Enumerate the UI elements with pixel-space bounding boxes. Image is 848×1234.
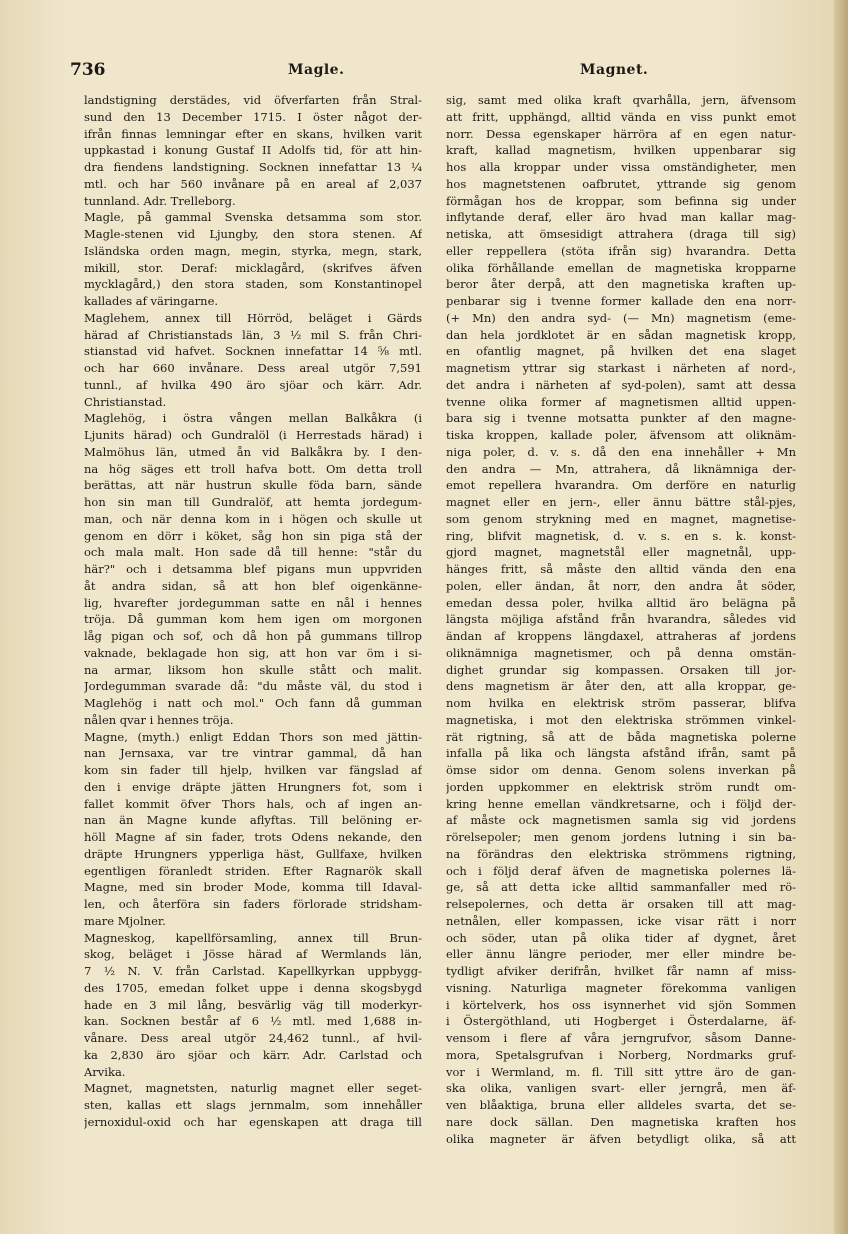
text-line: 7 ½ N. V. från Carlstad. Kapellkyrkan uppbygg- bbox=[84, 964, 422, 978]
text-line: Maglehög, i östra vången mellan Balkåkra (i bbox=[84, 411, 422, 426]
text-line: det andra i närheten af syd-polen), samt att dessa bbox=[446, 377, 796, 392]
text-line: en ofantlig magnet, på hvilken det ena slaget bbox=[446, 344, 796, 359]
text-line: bara sig i tvenne motsatta punkter af den magne- bbox=[446, 411, 796, 426]
text-line: sten, kallas ett slags jernmalm, som innehåller bbox=[84, 1098, 422, 1112]
text-line: len, och återföra sin faders förlorade stridsham- bbox=[84, 897, 422, 911]
text-line: netnålen, eller kompassen, icke visar rätt i norr bbox=[446, 913, 796, 928]
text-line: i Östergöthland, uti Hogberget i Österdalarne, äf- bbox=[446, 1014, 796, 1029]
text-line: här?" och i detsamma blef pigans mun uppvriden bbox=[84, 562, 422, 576]
text-line: emedan dessa poler, hvilka alltid äro belägna på bbox=[446, 595, 796, 610]
text-line: mycklagård,) den stora staden, som Konstantinopel bbox=[84, 277, 422, 292]
text-line: förmågan hos de kroppar, som befinna sig under bbox=[446, 193, 796, 208]
text-line: stianstad vid hafvet. Socknen innefattar 14 ⅝ mtl. bbox=[84, 344, 422, 359]
text-line: mora, Spetalsgrufvan i Norberg, Nordmarks gruf- bbox=[446, 1047, 796, 1062]
text-line: af måste ock magnetismen samla sig vid jordens bbox=[446, 813, 796, 828]
text-line: tunnl., af hvilka 490 äro sjöar och kärr. Adr. bbox=[84, 377, 422, 392]
text-line: vaknade, beklagade hon sig, att hon var öm i si- bbox=[84, 645, 422, 660]
text-line: kallades af väringarne. bbox=[84, 294, 219, 308]
text-line: vensom i flere af våra jerngrufvor, såsom Danne- bbox=[446, 1031, 796, 1045]
text-line: hade en 3 mil lång, besvärlig väg till moderkyr- bbox=[84, 997, 422, 1012]
text-line: olika magneter är äfven betydligt olika, så att bbox=[446, 1131, 796, 1146]
text-line: längsta möjliga afstånd från hvarandra, således vid bbox=[446, 612, 796, 627]
text-line: Jordegumman svarade då: "du måste väl, du stod i bbox=[84, 679, 422, 694]
text-line: Ljunits härad) och Gundralöl (i Herrestads härad) i bbox=[84, 428, 422, 442]
text-line: och har 660 invånare. Dess areal utgör 7,591 bbox=[84, 361, 422, 375]
text-line: oliknämniga magnetismer, och på denna omstän- bbox=[446, 645, 796, 660]
text-line: Malmöhus län, utmed ån vid Balkåkra by. I den- bbox=[84, 444, 422, 459]
text-line: Christianstad. bbox=[84, 394, 167, 409]
text-line: ka 2,830 äro sjöar och kärr. Adr. Carlstad och bbox=[84, 1047, 422, 1062]
text-line: mare Mjolner. bbox=[84, 913, 166, 928]
text-line: man, och när denna kom in i högen och skulle ut bbox=[84, 511, 422, 526]
left-text-column bbox=[84, 92, 422, 1131]
text-line: nan Jernsaxa, var tre vintrar gammal, då han bbox=[84, 746, 422, 761]
text-line: dens magnetism är åter den, att alla kroppar, ge- bbox=[446, 679, 796, 694]
text-line: niga poler, d. v. s. då den ena innehåller + Mn bbox=[446, 444, 796, 459]
text-line: Magne, med sin broder Mode, komma till Idaval- bbox=[84, 880, 422, 895]
text-line: härad af Christianstads län, 3 ½ mil S. från Chri- bbox=[84, 327, 422, 342]
text-line: ven blåaktiga, bruna eller alldeles svarta, det se- bbox=[446, 1098, 796, 1112]
text-line: dan hela jordklotet är en sådan magnetisk kropp, bbox=[446, 327, 796, 342]
text-line: ömse sidor om denna. Genom solens inverkan på bbox=[446, 763, 796, 777]
text-line: ge, så att detta icke alltid sammanfaller med rö- bbox=[446, 880, 796, 895]
text-line: ifrån finnas lemningar efter en skans, hvilken varit bbox=[84, 126, 422, 141]
text-line: norr. Dessa egenskaper härröra af en egen natur- bbox=[446, 126, 796, 141]
text-line: höll Magne af sin fader, trots Odens nekande, den bbox=[84, 830, 422, 844]
text-line: tiska kroppen, kallade poler, äfvensom att oliknäm- bbox=[446, 428, 796, 442]
page-number: 736 bbox=[70, 60, 106, 80]
text-line: ändan af kroppens längdaxel, attraheras af jordens bbox=[446, 629, 796, 643]
text-line: sund den 13 December 1715. I öster något der- bbox=[84, 109, 422, 124]
text-line: kring henne emellan vändkretsarne, och i följd der- bbox=[446, 796, 796, 811]
text-line: uppkastad i konung Gustaf II Adolfs tid, för att hin- bbox=[84, 143, 422, 158]
text-line: som genom strykning med en magnet, magnetise- bbox=[446, 511, 796, 526]
text-line: låg pigan och sof, och då hon på gummans tillrop bbox=[84, 629, 422, 643]
text-line: ska olika, vanligen svart- eller jerngrå, men äf- bbox=[446, 1081, 796, 1096]
text-line: na förändras den elektriska strömmens rigtning, bbox=[446, 846, 796, 861]
text-line: Arvika. bbox=[84, 1064, 126, 1079]
running-head-right: Magnet. bbox=[580, 62, 649, 78]
text-line: Magle-stenen vid Ljungby, den stora stenen. Af bbox=[84, 227, 422, 241]
text-line: magnetiska, i mot den elektriska strömmen vinkel- bbox=[446, 712, 796, 727]
text-line: visning. Naturliga magneter förekomma vanligen bbox=[446, 980, 796, 995]
text-line: berättas, att när hustrun skulle föda barn, sände bbox=[84, 478, 422, 493]
text-line: sig, samt med olika kraft qvarhålla, jern, äfvensom bbox=[446, 93, 796, 107]
text-line: skog, beläget i Jösse härad af Wermlands län, bbox=[84, 947, 422, 962]
text-line: kraft, kallad magnetism, hvilken uppenbarar sig bbox=[446, 143, 796, 158]
text-line: åt andra sidan, så att hon blef oigenkänne- bbox=[84, 578, 422, 593]
running-head-left: Magle. bbox=[288, 62, 345, 78]
text-line: olika förhållande emellan de magnetiska kropparne bbox=[446, 260, 796, 275]
text-line: infalla på lika och längsta afstånd ifrån, samt på bbox=[446, 746, 796, 761]
text-line: fallet kommit öfver Thors hals, och af ingen an- bbox=[84, 796, 422, 811]
text-line: vor i Wermland, m. fl. Till sitt yttre äro de gan- bbox=[446, 1064, 796, 1079]
text-line: jorden uppkommer en elektrisk ström rundt om- bbox=[446, 779, 796, 794]
text-line: hon sin man till Gundralöf, att hemta jordegum- bbox=[84, 495, 422, 509]
text-line: na hög säges ett troll hafva bott. Om detta troll bbox=[84, 461, 422, 476]
text-line: att fritt, upphängd, alltid vända en viss punkt emot bbox=[446, 109, 796, 124]
text-line: des 1705, emedan folket uppe i denna skogsbygd bbox=[84, 980, 422, 995]
text-line: jernoxidul-oxid och har egenskapen att draga till bbox=[84, 1114, 422, 1129]
text-line: den andra — Mn, attrahera, då liknämniga der- bbox=[446, 461, 796, 476]
text-line: dräpte Hrungners ypperliga häst, Gullfaxe, hvilken bbox=[84, 846, 422, 861]
text-line: Magne, (myth.) enligt Eddan Thors son med jättin- bbox=[84, 729, 422, 744]
text-line: lig, hvarefter jordegumman satte en nål i hennes bbox=[84, 595, 422, 610]
text-line: ring, blifvit magnetisk, d. v. s. en s. k. konst- bbox=[446, 528, 796, 543]
text-line: hänges fritt, så måste den alltid vända den ena bbox=[446, 562, 796, 576]
text-line: nan än Magne kunde aflyftas. Till belöning er- bbox=[84, 813, 422, 828]
text-line: och mala malt. Hon sade då till henne: "står du bbox=[84, 545, 422, 560]
text-line: Magneskog, kapellförsamling, annex till Brun- bbox=[84, 930, 422, 945]
text-line: Maglehem, annex till Hörröd, beläget i Gärds bbox=[84, 310, 422, 325]
text-line: penbarar sig i tvenne former kallade den ena norr- bbox=[446, 294, 796, 308]
text-line: mikill, stor. Deraf: micklagård, (skrifves äfven bbox=[84, 260, 422, 275]
text-line: genom en dörr i köket, såg hon sin piga stå der bbox=[84, 528, 422, 543]
right-text-column bbox=[446, 92, 796, 1147]
text-line: nare dock sällan. Den magnetiska kraften hos bbox=[446, 1114, 796, 1129]
text-line: eller reppellera (stöta ifrån sig) hvarandra. Detta bbox=[446, 243, 796, 258]
text-line: och i följd deraf äfven de magnetiska polernes lä- bbox=[446, 863, 796, 878]
text-line: (+ Mn) den andra syd- (— Mn) magnetism (eme- bbox=[446, 310, 796, 325]
text-line: gjord magnet, magnetstål eller magnetnål, upp- bbox=[446, 545, 796, 560]
text-line: tvenne olika former af magnetismen alltid uppen- bbox=[446, 394, 796, 409]
page-header bbox=[70, 60, 800, 84]
text-line: i körtelverk, hos oss isynnerhet vid sjön Sommen bbox=[446, 997, 796, 1012]
text-line: hos magnetstenen oafbrutet, yttrande sig genom bbox=[446, 176, 796, 191]
text-line: kom sin fader till hjelp, hvilken var fängslad af bbox=[84, 763, 422, 777]
text-line: mtl. och har 560 invånare på en areal af 2,037 bbox=[84, 176, 422, 191]
text-line: tröja. Då gumman kom hem igen om morgonen bbox=[84, 612, 422, 627]
text-line: hos alla kroppar under vissa omständigheter, men bbox=[446, 160, 796, 174]
text-line: Maglehög i natt och mol." Och fann då gumman bbox=[84, 696, 422, 710]
page-edge bbox=[834, 0, 848, 1234]
text-line: relsepolernes, och detta är orsaken till att mag- bbox=[446, 897, 796, 911]
text-line: eller ännu längre perioder, mer eller mindre be- bbox=[446, 947, 796, 962]
text-line: nom hvilka en elektrisk ström passerar, blifva bbox=[446, 696, 796, 710]
text-line: den i envige dräpte jätten Hrungners fot, som i bbox=[84, 779, 422, 794]
text-line: rörelsepoler; men genom jordens lutning i sin ba- bbox=[446, 830, 796, 844]
text-line: Magnet, magnetsten, naturlig magnet eller seget- bbox=[84, 1081, 422, 1096]
text-line: vånare. Dess areal utgör 24,462 tunnl., af hvil- bbox=[84, 1031, 422, 1045]
text-line: Magle, på gammal Svenska detsamma som stor. bbox=[84, 210, 422, 225]
text-line: egentligen föranledt striden. Efter Ragnarök skall bbox=[84, 863, 422, 878]
text-line: polen, eller ändan, åt norr, den andra åt söder, bbox=[446, 578, 796, 593]
text-line: dra fiendens landstigning. Socknen innefattar 13 ¼ bbox=[84, 160, 422, 174]
text-line: nålen qvar i hennes tröja. bbox=[84, 712, 234, 727]
text-line: inflytande deraf, eller äro hvad man kallar mag- bbox=[446, 210, 796, 225]
text-line: emot repellera hvarandra. Om derföre en naturlig bbox=[446, 478, 796, 493]
text-line: magnetism yttrar sig starkast i närheten af nord-, bbox=[446, 361, 796, 375]
text-line: na armar, liksom hon skulle stått och malit. bbox=[84, 662, 422, 677]
text-line: netiska, att ömsesidigt attrahera (draga till sig) bbox=[446, 227, 796, 241]
text-line: tunnland. Adr. Trelleborg. bbox=[84, 193, 236, 208]
text-line: rät rigtning, så att de båda magnetiska polerne bbox=[446, 729, 796, 744]
text-line: kan. Socknen består af 6 ½ mtl. med 1,688 in- bbox=[84, 1014, 422, 1029]
text-line: och söder, utan på olika tider af dygnet, året bbox=[446, 930, 796, 945]
text-line: dighet grundar sig kompassen. Orsaken till jor- bbox=[446, 662, 796, 677]
text-line: beror åter derpå, att den magnetiska kraften up- bbox=[446, 277, 796, 292]
text-line: tydligt afviker derifrån, hvilket får namn af miss- bbox=[446, 964, 796, 978]
text-line: landstigning derstädes, vid öfverfarten från Stral- bbox=[84, 93, 422, 107]
text-line: magnet eller en jern-, eller ännu bättre stål-pjes, bbox=[446, 495, 796, 509]
text-line: Isländska orden magn, megin, styrka, megn, stark, bbox=[84, 243, 422, 258]
